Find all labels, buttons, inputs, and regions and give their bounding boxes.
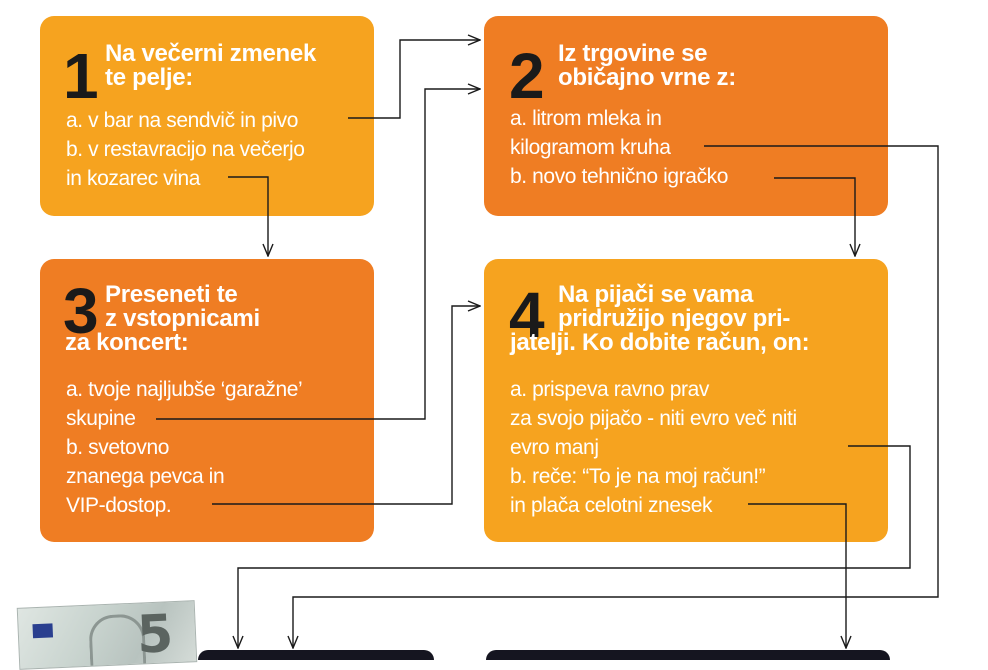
answer-option-b[interactable]: b. v restavracijo na večerjo: [66, 138, 305, 161]
question-number: 3: [63, 275, 97, 347]
question-title: [105, 42, 316, 90]
question-title: [510, 281, 810, 356]
question-title-line: Na pijači se vama: [558, 281, 754, 308]
question-title-line: Preseneti te: [105, 281, 238, 308]
question-box-1: [40, 16, 374, 216]
answer-option-b-cont[interactable]: znanega pevca in: [66, 465, 225, 488]
question-title-line: običajno vrne z:: [558, 64, 736, 91]
answer-option-a-cont[interactable]: za svojo pijačo - niti evro več niti: [510, 407, 797, 430]
question-title-line: Iz trgovine se: [558, 40, 708, 67]
question-title-line: jatelji. Ko dobite račun, on:: [510, 329, 810, 356]
answer-option-b[interactable]: b. reče: “To je na moj račun!”: [510, 465, 766, 488]
euro-banknote-icon: [17, 600, 198, 670]
question-box-2: [484, 16, 888, 216]
answer-option-a-cont[interactable]: evro manj: [510, 436, 599, 459]
question-title: [65, 281, 260, 356]
answer-options: [510, 104, 728, 191]
question-title-line: pridružijo njegov pri-: [558, 305, 791, 332]
answer-option-b[interactable]: b. svetovno: [66, 436, 169, 459]
question-title-line: te pelje:: [105, 64, 193, 91]
question-title-line: z vstopnicami: [105, 305, 260, 332]
answer-options: [66, 106, 305, 193]
question-number: 4: [509, 279, 543, 351]
question-title-line: Na večerni zmenek: [105, 40, 317, 67]
question-number: 1: [63, 40, 97, 112]
eu-flag-icon: [32, 623, 53, 638]
answer-option-a[interactable]: a. prispeva ravno prav: [510, 378, 709, 401]
answer-option-b-cont[interactable]: in plača celotni znesek: [510, 494, 713, 517]
answer-option-a[interactable]: a. v bar na sendvič in pivo: [66, 109, 299, 132]
answer-option-b-cont[interactable]: VIP-dostop.: [66, 494, 172, 517]
answer-option-b[interactable]: b. novo tehnično igračko: [510, 165, 729, 188]
answer-option-a[interactable]: a. tvoje najljubše ‘garažne’: [66, 378, 303, 401]
question-title: [558, 42, 736, 90]
answer-option-a-cont[interactable]: skupine: [66, 407, 136, 430]
result-box-left: [198, 650, 434, 660]
question-box-3: [40, 259, 374, 542]
answer-option-a-cont[interactable]: kilogramom kruha: [510, 136, 671, 159]
question-number: 2: [509, 40, 543, 112]
answer-option-b-cont[interactable]: in kozarec vina: [66, 167, 201, 190]
answer-options: [66, 375, 302, 520]
banknote-denomination-icon: 5: [135, 604, 175, 666]
answer-options: [510, 375, 797, 520]
question-box-4: [484, 259, 888, 542]
question-title-line: za koncert:: [65, 329, 189, 356]
result-box-right: [486, 650, 890, 660]
answer-option-a[interactable]: a. litrom mleka in: [510, 107, 662, 130]
